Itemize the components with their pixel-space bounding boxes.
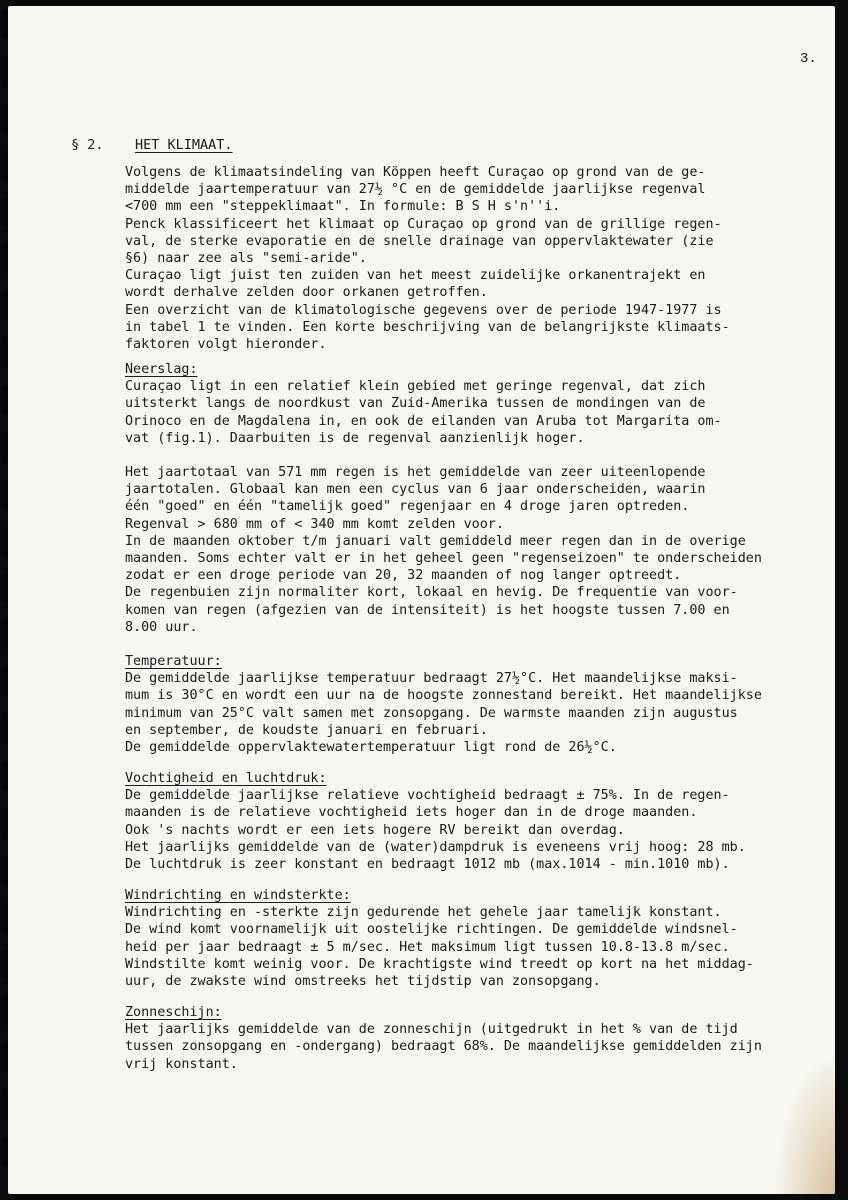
text-line: Curaçao ligt juist ten zuiden van het meest zuidelijke orkanentrajekt en	[125, 268, 706, 284]
section-title: HET KLIMAAT.	[135, 137, 233, 153]
text-line: <700 mm een "steppeklimaat". In formule: B S H s'n''i.	[125, 199, 561, 215]
text-line: en september, de koudste januari en februari.	[125, 722, 488, 738]
text-line: val, de sterke evaporatie en de snelle drainage van oppervlaktewater (zie	[125, 233, 714, 249]
intro-paragraph	[125, 164, 825, 353]
temperatuur-section	[125, 653, 825, 756]
neerslag-paragraph-2	[125, 464, 825, 636]
text-line: Een overzicht van de klimatologische gegevens over de periode 1947-1977 is	[125, 302, 722, 318]
text-line: faktoren volgt hieronder.	[125, 337, 327, 353]
text-line: wordt derhalve zelden door orkanen getroffen.	[125, 285, 488, 301]
vochtigheid-heading: Vochtigheid en luchtdruk:	[125, 771, 327, 786]
text-line: Windrichting en -sterkte zijn gedurende het gehele jaar tamelijk konstant.	[125, 905, 722, 921]
text-line: jaartotalen. Globaal kan men een cyclus van 6 jaar onderscheiden, waarin	[125, 482, 706, 498]
text-line: Ook 's nachts wordt er een iets hogere RV bereikt dan overdag.	[125, 822, 625, 838]
text-line: mum is 30°C en wordt een uur na de hoogste zonnestand bereikt. Het maandelijkse	[125, 688, 762, 704]
text-line: één "goed" en één "tamelijk goed" regenjaar en 4 droge jaren optreden.	[125, 499, 690, 515]
text-line: uur, de zwakste wind omstreeks het tijdstip van zonsopgang.	[125, 974, 601, 990]
text-line: 8.00 uur.	[125, 619, 198, 635]
text-line: maanden is de relatieve vochtigheid iets hoger dan in de droge maanden.	[125, 805, 698, 821]
text-line: Het jaartotaal van 571 mm regen is het gemiddelde van zeer uiteenlopende	[125, 465, 706, 480]
zonneschijn-section	[125, 1004, 825, 1073]
text-line: vrij konstant.	[125, 1056, 238, 1072]
neerslag-section	[125, 361, 825, 447]
text-line: In de maanden oktober t/m januari valt gemiddeld meer regen dan in de overige	[125, 533, 746, 549]
text-line: Regenval > 680 mm of < 340 mm komt zelden voor.	[125, 516, 504, 532]
text-line: De gemiddelde jaarlijkse relatieve vochtigheid bedraagt ± 75%. In de regen-	[125, 788, 730, 804]
text-line: Het jaarlijks gemiddelde van de (water)dampdruk is eveneens vrij hoog: 28 mb.	[125, 839, 746, 855]
document-page	[8, 6, 835, 1194]
text-line: Volgens de klimaatsindeling van Köppen heeft Curaçao op grond van de ge-	[125, 165, 706, 180]
text-line: De regenbuien zijn normaliter kort, lokaal en hevig. De frequentie van voor-	[125, 585, 738, 601]
text-line: De gemiddelde jaarlijkse temperatuur bedraagt 27½°C. Het maandelijkse maksi-	[125, 671, 738, 687]
text-line: Curaçao ligt in een relatief klein gebied met geringe regenval, dat zich	[125, 379, 706, 395]
text-line: minimum van 25°C valt samen met zonsopgang. De warmste maanden zijn augustus	[125, 705, 738, 721]
text-line: De gemiddelde oppervlaktewatertemperatuur ligt rond de 26½°C.	[125, 740, 617, 756]
text-line: tussen zonsopgang en -ondergang) bedraagt 68%. De maandelijkse gemiddelden zijn	[125, 1039, 762, 1055]
page-number: 3.	[800, 51, 817, 67]
neerslag-heading: Neerslag:	[125, 362, 198, 377]
text-line: in tabel 1 te vinden. Een korte beschrijving van de belangrijkste klimaats-	[125, 319, 730, 335]
text-line: De wind komt voornamelijk uit oostelijke richtingen. De gemiddelde windsnel-	[125, 922, 738, 938]
text-line: §6) naar zee als "semi-aride".	[125, 251, 367, 267]
wind-heading: Windrichting en windsterkte:	[125, 888, 351, 903]
zonneschijn-heading: Zonneschijn:	[125, 1005, 222, 1020]
text-line: Windstilte komt weinig voor. De krachtigste wind treedt op kort na het middag-	[125, 956, 754, 972]
text-line: komen van regen (afgezien van de intensiteit) is het hoogste tussen 7.00 en	[125, 602, 730, 618]
text-line: De luchtdruk is zeer konstant en bedraagt 1012 mb (max.1014 - min.1010 mb).	[125, 857, 730, 873]
text-line: Orinoco en de Magdalena in, en ook de eilanden van Aruba tot Margarita om-	[125, 413, 722, 429]
vochtigheid-section	[125, 770, 825, 873]
temperatuur-heading: Temperatuur:	[125, 654, 222, 669]
wind-section	[125, 887, 825, 990]
section-number: § 2.	[71, 137, 104, 153]
text-line: zodat er een droge periode van 20, 32 maanden of nog langer optreedt.	[125, 568, 682, 584]
text-line: Het jaarlijks gemiddelde van de zonneschijn (uitgedrukt in het % van de tijd	[125, 1022, 738, 1038]
text-line: vat (fig.1). Daarbuiten is de regenval aanzienlijk hoger.	[125, 430, 585, 446]
text-line: middelde jaartemperatuur van 27½ °C en de gemiddelde jaarlijkse regenval	[125, 182, 706, 198]
text-line: maanden. Soms echter valt er in het geheel geen "regenseizoen" te onderscheiden	[125, 551, 762, 567]
text-line: uitsterkt langs de noordkust van Zuid-Amerika tussen de mondingen van de	[125, 396, 706, 412]
text-line: Penck klassificeert het klimaat op Curaçao op grond van de grillige regen-	[125, 216, 722, 232]
text-line: heid per jaar bedraagt ± 5 m/sec. Het maksimum ligt tussen 10.8-13.8 m/sec.	[125, 939, 730, 955]
